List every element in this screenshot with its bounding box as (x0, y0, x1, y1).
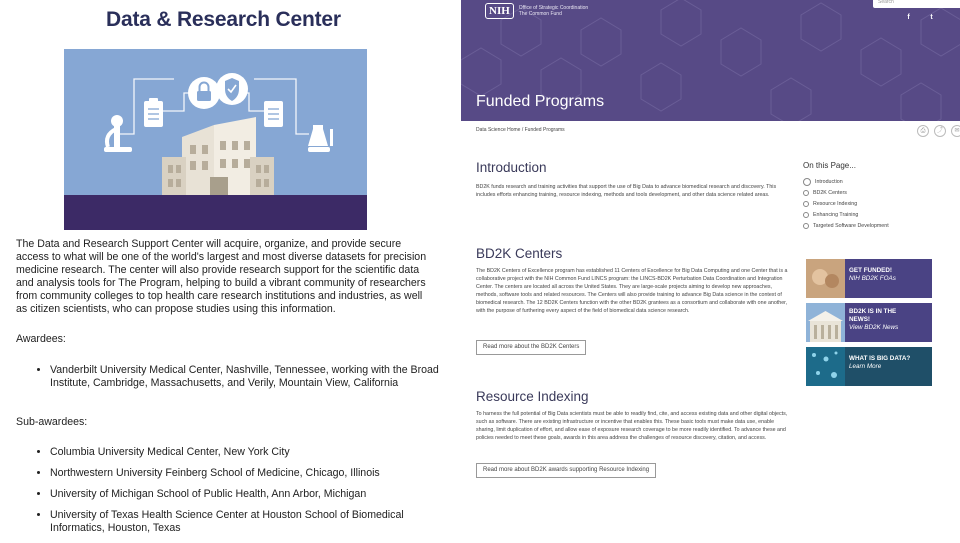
toc-item[interactable]: Targeted Software Development (803, 220, 889, 231)
promo-get-funded[interactable] (806, 259, 932, 298)
page-banner (461, 0, 960, 121)
email-icon[interactable]: ✉ (951, 125, 960, 137)
nih-logo[interactable] (485, 3, 609, 19)
toc-item[interactable]: BD2K Centers (803, 187, 889, 198)
promo-link: Learn More (849, 363, 882, 370)
promo-link: NIH BD2K FOAs (849, 275, 896, 282)
read-more-centers-button[interactable]: Read more about the BD2K Centers (476, 340, 586, 355)
bullet-icon (803, 190, 809, 196)
list-item: • Columbia University Medical Center, New York City (50, 446, 440, 459)
nih-mark: NIH (485, 3, 514, 19)
subawardees-list (16, 446, 440, 543)
research-center-illustration (64, 49, 367, 230)
toc-item[interactable]: Enhancing Training (803, 209, 889, 220)
promo-title: GET FUNDED! (849, 267, 893, 274)
list-item: • University of Michigan School of Public Health, Ann Arbor, Michigan (50, 488, 440, 501)
logo-line-2: The Common Fund (518, 11, 562, 17)
breadcrumb[interactable]: Data Science Home / Funded Programs (476, 127, 565, 133)
intro-heading: Introduction (476, 160, 547, 175)
promo-link: View BD2K News (849, 324, 899, 331)
promo-in-the-news[interactable]: BD2K IS IN THE NEWS! View BD2K News (806, 303, 932, 342)
bullet-icon (803, 178, 811, 186)
awardees-label: Awardees: (16, 333, 66, 345)
facebook-icon[interactable]: f (907, 14, 910, 21)
bullet-icon (803, 212, 809, 218)
lock-icon (188, 77, 220, 109)
list-item: • University of Texas Health Science Center at Houston School of Biomedical Informatics, Houston, Texas (50, 509, 440, 535)
page-tools (917, 125, 960, 137)
print-icon[interactable]: ⎙ (917, 125, 929, 137)
hands-photo (806, 259, 845, 298)
centers-text: The BD2K Centers of Excellence program has established 11 Centers of Excellence for Big Data Computing and one Center that is a collaborative project with the NIH Common Fund LINCS program: the LINCS-BD2K Perturbation Data Coordination and Integration Center. The centers are located all across the United States. They are large-scale projects aiming to develop new approaches, methods, software tools and related resources. The Centers will also provide training to advance Big Data science in the context of biomedical research. The 12 BD2K Centers function with the other BD2K grantees as a consortium and collaborate with one another, with the purpose of furthering every aspect of the field of biomedical data science research. (476, 268, 788, 314)
twitter-icon[interactable]: t (930, 14, 933, 21)
list-item: • Vanderbilt University Medical Center, Nashville, Tennessee, working with the Broad Institute, Cambridge, Massachusetts, and Verily, Mountain View, California (50, 364, 440, 390)
centers-heading: BD2K Centers (476, 246, 563, 261)
indexing-heading: Resource Indexing (476, 389, 589, 404)
indexing-text: To harness the full potential of Big Data scientists must be able to readily find, cite, and access existing data and other digital objects, such as software. There are existing infrastructure or incentive that enables this. These basic tools must make data use, enable sharing, limit duplication of effort, and allow ease of exposure research coverage to be more readily identified. To advance these and policies needed to meet these goals, awards in this area address the challenges of resource discovery, citation, and access. (476, 411, 788, 441)
banner-title: Funded Programs (476, 93, 605, 110)
search-input[interactable]: Search (873, 0, 960, 8)
building-photo (806, 303, 845, 342)
promo-big-data[interactable] (806, 347, 932, 386)
right-screenshot (461, 0, 960, 540)
center-description: The Data and Research Support Center will acquire, organize, and provide secure access to what will be one of the world's largest and most diverse datasets for precision medicine research. The center will also provide research support for the scientific data and analysis tools for The Program, helping to build a vibrant community of researchers from community colleges to top health care research institutions and industries, as well as citizen scientists, who can propose studies using this information. (16, 238, 427, 315)
page-title: Data & Research Center (106, 8, 341, 31)
document-icon (264, 101, 283, 127)
share-icon[interactable]: ⤴ (934, 125, 946, 137)
toc-item[interactable]: Introduction (803, 176, 889, 187)
read-more-indexing-button[interactable]: Read more about BD2K awards supporting Resource Indexing (476, 463, 656, 478)
bullet-icon (803, 223, 809, 229)
left-slide (0, 0, 455, 540)
data-photo (806, 347, 845, 386)
logo-line-1: Office of Strategic Coordination (518, 5, 589, 11)
promo-title: WHAT IS BIG DATA? (849, 355, 911, 362)
intro-text: BD2K funds research and training activities that support the use of Big Data to advance biomedical research and discovery. This includes efforts enhancing training, resource indexing, methods and tools development, and other data science related areas. (476, 184, 777, 198)
subawardees-label: Sub-awardees: (16, 416, 88, 428)
list-item: • Northwestern University Feinberg School of Medicine, Chicago, Illinois (50, 467, 440, 480)
promo-title: BD2K IS IN THE (849, 308, 897, 315)
shield-icon (216, 73, 248, 105)
clipboard-icon (144, 98, 163, 127)
awardees-list (16, 364, 440, 398)
toc-title: On this Page... (803, 161, 856, 170)
on-this-page-nav (803, 176, 889, 231)
bullet-icon (803, 201, 809, 207)
toc-item[interactable]: Resource Indexing (803, 198, 889, 209)
